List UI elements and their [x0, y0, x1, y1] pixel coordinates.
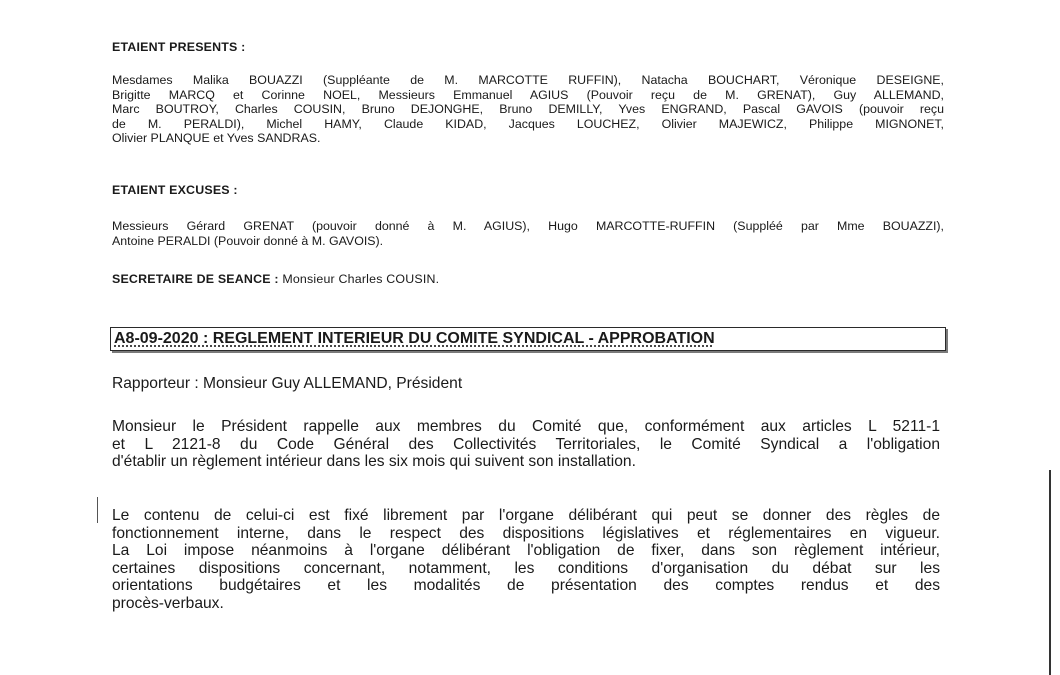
excused-heading: ETAIENT EXCUSES : [112, 183, 238, 197]
paragraph-line: Monsieur le Président rappelle aux membres du Comité que, conformément aux articles L 5211-1 [112, 418, 940, 435]
present-heading: ETAIENT PRESENTS : [112, 40, 246, 54]
present-line: de M. PERALDI), Michel HAMY, Claude KIDAD, Jacques LOUCHEZ, Olivier MAJEWICZ, Philippe MIGNONET, [112, 116, 944, 131]
paragraph-line: Le contenu de celui-ci est fixé librement par l'organe délibérant qui peut se donner des règles de [112, 507, 940, 524]
secretary-name: Monsieur Charles COUSIN. [282, 272, 440, 286]
present-line: Mesdames Malika BOUAZZI (Suppléante de M. MARCOTTE RUFFIN), Natacha BOUCHART, Véronique DESEIGNE, [112, 73, 944, 87]
paragraph-line: orientations budgétaires et les modalités de présentation des comptes rendus et des [112, 577, 940, 595]
paragraph-line: d'établir un règlement intérieur dans les six mois qui suivent son installation. [112, 453, 636, 471]
paragraph-1 [112, 418, 940, 471]
item-title-box [110, 327, 946, 351]
rapporteur: Rapporteur : Monsieur Guy ALLEMAND, Président [112, 375, 463, 392]
scan-edge-line [1049, 470, 1051, 675]
present-list [112, 73, 944, 146]
paragraph-line: certaines dispositions concernant, notamment, les conditions d'organisation du débat sur les [112, 559, 940, 577]
present-line: Marc BOUTROY, Charles COUSIN, Bruno DEJONGHE, Bruno DEMILLY, Yves ENGRAND, Pascal GAVOIS (pouvoir reçu [112, 102, 944, 117]
secretary-line [112, 272, 439, 286]
item-title: A8-09-2020 : REGLEMENT INTERIEUR DU COMITE SYNDICAL - APPROBATION [114, 330, 715, 347]
excused-line: Messieurs Gérard GRENAT (pouvoir donné à M. AGIUS), Hugo MARCOTTE-RUFFIN (Suppléé par Mme BOUAZZI), [112, 219, 944, 233]
paragraph-line: La Loi impose néanmoins à l'organe délibérant l'obligation de fixer, dans son règlement intérieur, [112, 542, 940, 560]
excused-line: Antoine PERALDI (Pouvoir donné à M. GAVOIS). [112, 233, 384, 248]
paragraph-line: fonctionnement interne, dans le respect des dispositions législatives et réglementaires en vigueur. [112, 524, 940, 542]
paragraph-line: et L 2121-8 du Code Général des Collectivités Territoriales, le Comité Syndical a l'obligation [112, 435, 940, 453]
paragraph-2 [112, 507, 940, 613]
paragraph-line: procès-verbaux. [112, 594, 224, 612]
scan-margin-mark [97, 497, 98, 523]
secretary-label: SECRETAIRE DE SEANCE : [112, 272, 279, 286]
present-line: Brigitte MARCQ et Corinne NOEL, Messieurs Emmanuel AGIUS (Pouvoir reçu de M. GRENAT), Guy ALLEMAND, [112, 87, 944, 102]
present-line: Olivier PLANQUE et Yves SANDRAS. [112, 131, 321, 146]
excused-list [112, 219, 944, 248]
